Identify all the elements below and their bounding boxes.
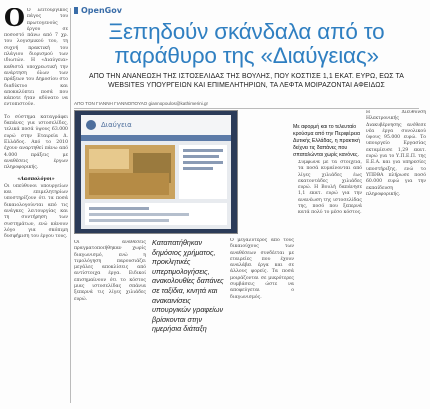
- column-1-bottom-text: Οι υπεύθυνοι υπουργείων και επιμελητηρίων υποστηρίζουν ότι τα ποσά δικαιολογούνται από τις ανάγκες λειτουργίας και τη συντήρηση των συστημάτων, ενώ κάνουν λόγο για σκόπιμη δυσφήμιση του έργου τους.: [4, 183, 68, 240]
- deck: ΑΠΟ ΤΗΝ ΑΝΑΝΕΩΣΗ ΤΗΣ ΙΣΤΟΣΕΛΙΔΑΣ ΤΗΣ ΒΟΥΛΗΣ, ΠΟΥ ΚΟΣΤΙΣΕ 1,1 ΕΚΑΤ. ΕΥΡΩ, ΕΩΣ ΤΑ WEBSITES ΥΠΟΥΡΓΕΙΩΝ ΚΑΙ ΕΠΙΜΕΛΗΤΗΡΙΩΝ, ΤΑ ΛΕΦΤΑ ΜΟΙΡΑΖΟΝΤΑΙ ΑΦΕΙΔΩΣ: [89, 73, 404, 89]
- column-1-mid-text: Το σύστημα καταγράφει δαπάνες για ιστοσελίδες, τελικά ποσά ύψους 63.000 ευρώ στην Εταιρεία Δ. Ελλάδος. Από το 2010 έχουν αναρτηθεί πάνω από 4.000 πράξεις με αναθέσεις έργων πληροφορικής.: [4, 114, 68, 171]
- section-title: OpenGov: [81, 6, 122, 15]
- column-1-top-text: Ο λειτουργικός πάγος του πρωτογενούς έργου σε ποσοστό πάνω από 7 χρ. του λογισμικού του, τη συχνή πρακτική του πλάγιου διορισμού των ιδιωτών. Η «Διαύγεια» καθιστά υποχρεωτική την ανάρτηση όλων των πράξεων του Δημοσίου στο διαδίκτυο και αποκαλύπτει ποσά που κάποτε ήταν αδύνατο να εντοπιστούν.: [4, 8, 68, 108]
- byline: ΑΠΟ ΤΟΝ ΓΙΑΝΝΗ ΓΙΑΝΝΟΠΟΥΛΟ giannopoulos@kathimerini.gr: [74, 101, 209, 106]
- column-5: Η Διεύθυνση Ηλεκτρονικής Διακυβέρνησης ανέθεσε νέα έργα συνολικού ύψους 95.000 ευρώ. Το υπουργείο Εργασίας εκταμίευσε 1,29 εκατ. ευρώ για το Υ.Π.Ε.Π. της Ε.Ε.Α. και για υπηρεσίες υποστήριξης, ενώ το ΥΠΕΘΑ πλήρωσε ποσό 60.000 ευρώ για την εκπαίδευση πληροφορικής.: [366, 110, 426, 197]
- website-screenshot: [74, 110, 238, 234]
- byline-divider: [74, 108, 419, 109]
- column-1-subhead: «Λασπολόγοι»: [17, 177, 55, 183]
- pull-caption: Καταπατήθηκαν δημόσιος χρήματος, προκλητικές υπερτιμολογήσεις, ανακολουθίες δαπάνες σε ταξίδια, κινητά και ανακαινίσεις υπουργικών γραφείων βρίσκονται στην ημερήσια διάταξη: [152, 238, 224, 334]
- svg-text:Διαύγεια: Διαύγεια: [101, 121, 132, 129]
- column-1: [4, 8, 68, 403]
- column-2: Οι αναθέσεις πραγματοποιήθηκαν χωρίς διαγωνισμό, ενώ η τιμολόγηση παρουσιάζει μεγάλες αποκλίσεις από αντίστοιχα έργα. Ειδικοί επισημαίνουν ότι το κόστος μιας ιστοσελίδας σπάνια ξεπερνά τις λίγες χιλιάδες ευρώ.: [74, 240, 146, 302]
- section-marker: [74, 7, 78, 14]
- sidebar-blurb: Με αφορμή και το τελευταίο κρούσμα από την Περιφέρεια Δυτικής Ελλάδας, η πρακτική δείχνει τις δαπάνες που σπαταλώνται χωρίς κανόνες.: [293, 124, 361, 159]
- drop-cap: Ο: [4, 8, 25, 32]
- section-label: [74, 6, 122, 15]
- column-divider: [70, 8, 71, 403]
- headline: Ξεπηδούν σκάνδαλα από το παράθυρο της «Διαύγειας»: [108, 19, 385, 68]
- column-4: Σύμφωνα με τα στοιχεία, τα ποσά κυμαίνονται από λίγες χιλιάδες έως εκατοντάδες χιλιάδες ευρώ. Η Βουλή δαπάνησε 1,1 εκατ. ευρώ για την ανανέωση της ιστοσελίδας της, ποσό που ξεπερνά κατά πολύ το μέσο κόστος.: [298, 160, 362, 216]
- website-screenshot-image: [75, 111, 237, 233]
- column-3: Ο μεγαλύτερος από τους δικαιούχους των αναθέσεων συνδέεται με εταιρείες που έχουν αναλάβει έργα και σε άλλους φορείς. Τα ποσά μοιράζονται σε μικρότερες συμβάσεις ώστε να αποφεύγεται ο διαγωνισμός.: [230, 238, 294, 300]
